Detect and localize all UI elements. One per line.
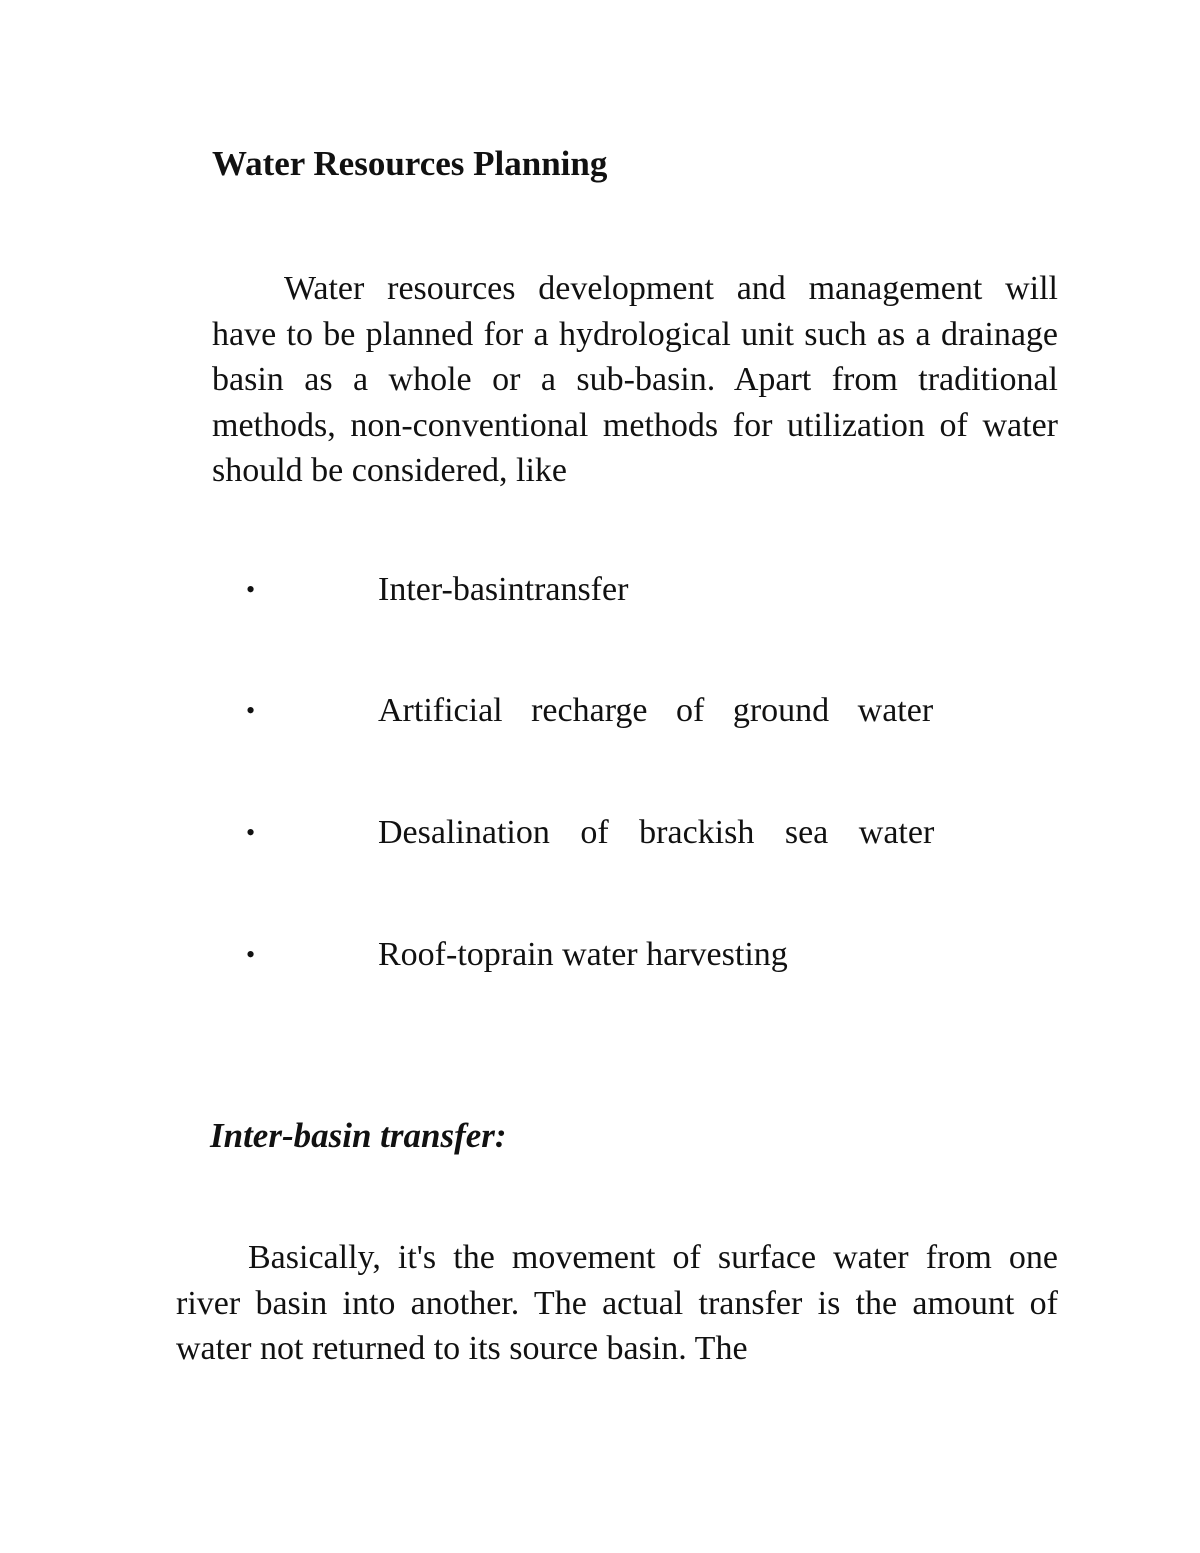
list-item-text: Inter-basintransfer [378,571,629,608]
section-heading: Inter-basin transfer: [210,1116,507,1155]
bullet-icon: • [246,818,256,847]
bullet-icon: • [246,940,256,969]
list-item-text: Roof-toprain water harvesting [378,936,788,973]
list-item-text: Desalination of brackish sea water [378,814,935,851]
section-paragraph: Basically, it's the movement of surface water from one river basin into another. The actual transfer is the amount of water not returned to its source basin. The [176,1239,1058,1368]
list-item [0,688,1200,734]
intro-paragraph: Water resources development and management will have to be planned for a hydrological unit such as a drainage basin as a whole or a sub-basin. Apart from traditional methods, non-conventional methods for utilization of water should be considered, like [212,270,1058,490]
list-item-text: Artificial recharge of ground water [378,692,934,729]
bullet-icon: • [246,575,256,604]
bullet-icon: • [246,696,256,725]
page-title: Water Resources Planning [212,144,608,183]
list-item [0,567,1200,613]
list-item [0,932,1200,978]
list-item [0,810,1200,856]
